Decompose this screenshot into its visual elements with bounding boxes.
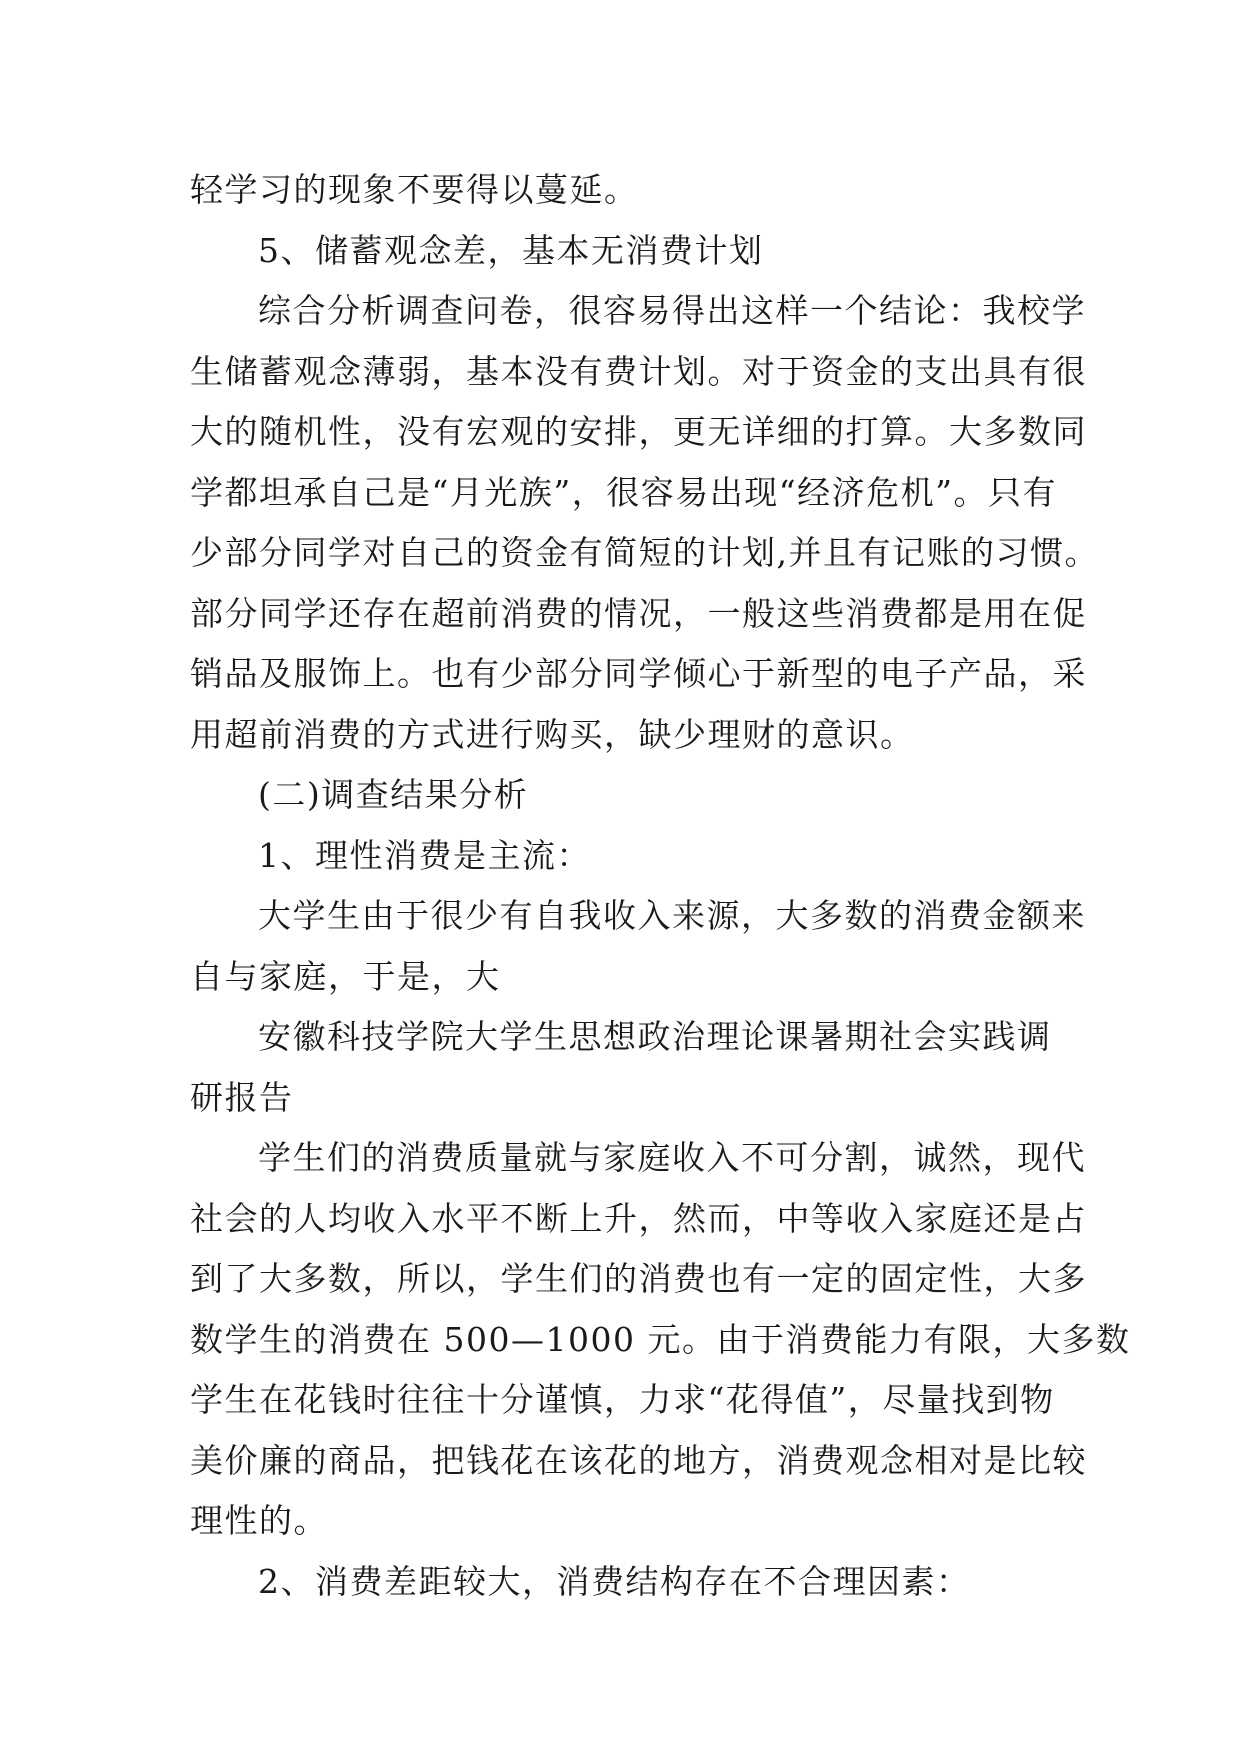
text-line: (二)调查结果分析 bbox=[258, 775, 529, 814]
text-line: 大的随机性，没有宏观的安排，更无详细的打算。大多数同 bbox=[190, 412, 1087, 451]
text-line: 2、消费差距较大，消费结构存在不合理因素： bbox=[258, 1561, 971, 1601]
text-line: 学生们的消费质量就与家庭收入不可分割，诚然，现代 bbox=[258, 1138, 1086, 1177]
text-line: 到了大多数，所以，学生们的消费也有一定的固定性，大多 bbox=[190, 1259, 1087, 1298]
text-line: 美价廉的商品，把钱花在该花的地方，消费观念相对是比较 bbox=[190, 1440, 1087, 1480]
text-line: 理性的。 bbox=[190, 1501, 328, 1540]
text-line: 综合分析调查问卷，很容易得出这样一个结论：我校学 bbox=[258, 291, 1086, 330]
text-line: 社会的人均收入水平不断上升，然而，中等收入家庭还是占 bbox=[190, 1198, 1087, 1238]
text-line: 销品及服饰上。也有少部分同学倾心于新型的电子产品，采 bbox=[190, 654, 1087, 693]
document-body bbox=[190, 160, 1131, 1612]
text-line: 部分同学还存在超前消费的情况，一般这些消费都是用在促 bbox=[190, 593, 1087, 633]
text-line: 生储蓄观念薄弱，基本没有费计划。对于资金的支出具有很 bbox=[190, 351, 1087, 391]
text-line: 安徽科技学院大学生思想政治理论课暑期社会实践调 bbox=[258, 1017, 1052, 1056]
text-line: 数学生的消费在 500—1000 元。由于消费能力有限，大多数 bbox=[190, 1319, 1131, 1359]
text-line: 大学生由于很少有自我收入来源，大多数的消费金额来 bbox=[258, 896, 1086, 935]
text-line: 学都坦承自己是“月光族”，很容易出现“经济危机”。只有 bbox=[190, 472, 1057, 512]
text-line: 1、理性消费是主流： bbox=[258, 835, 591, 875]
text-line: 用超前消费的方式进行购买，缺少理财的意识。 bbox=[190, 714, 915, 754]
text-line: 5、储蓄观念差，基本无消费计划 bbox=[258, 230, 764, 270]
text-line: 轻学习的现象不要得以蔓延。 bbox=[190, 170, 639, 209]
text-line: 研报告 bbox=[190, 1077, 294, 1117]
text-line: 自与家庭，于是，大 bbox=[190, 956, 501, 996]
text-line: 少部分同学对自己的资金有简短的计划,并且有记账的习惯。 bbox=[190, 533, 1099, 572]
text-line: 学生在花钱时往往十分谨慎，力求“花得值”，尽量找到物 bbox=[190, 1380, 1055, 1419]
